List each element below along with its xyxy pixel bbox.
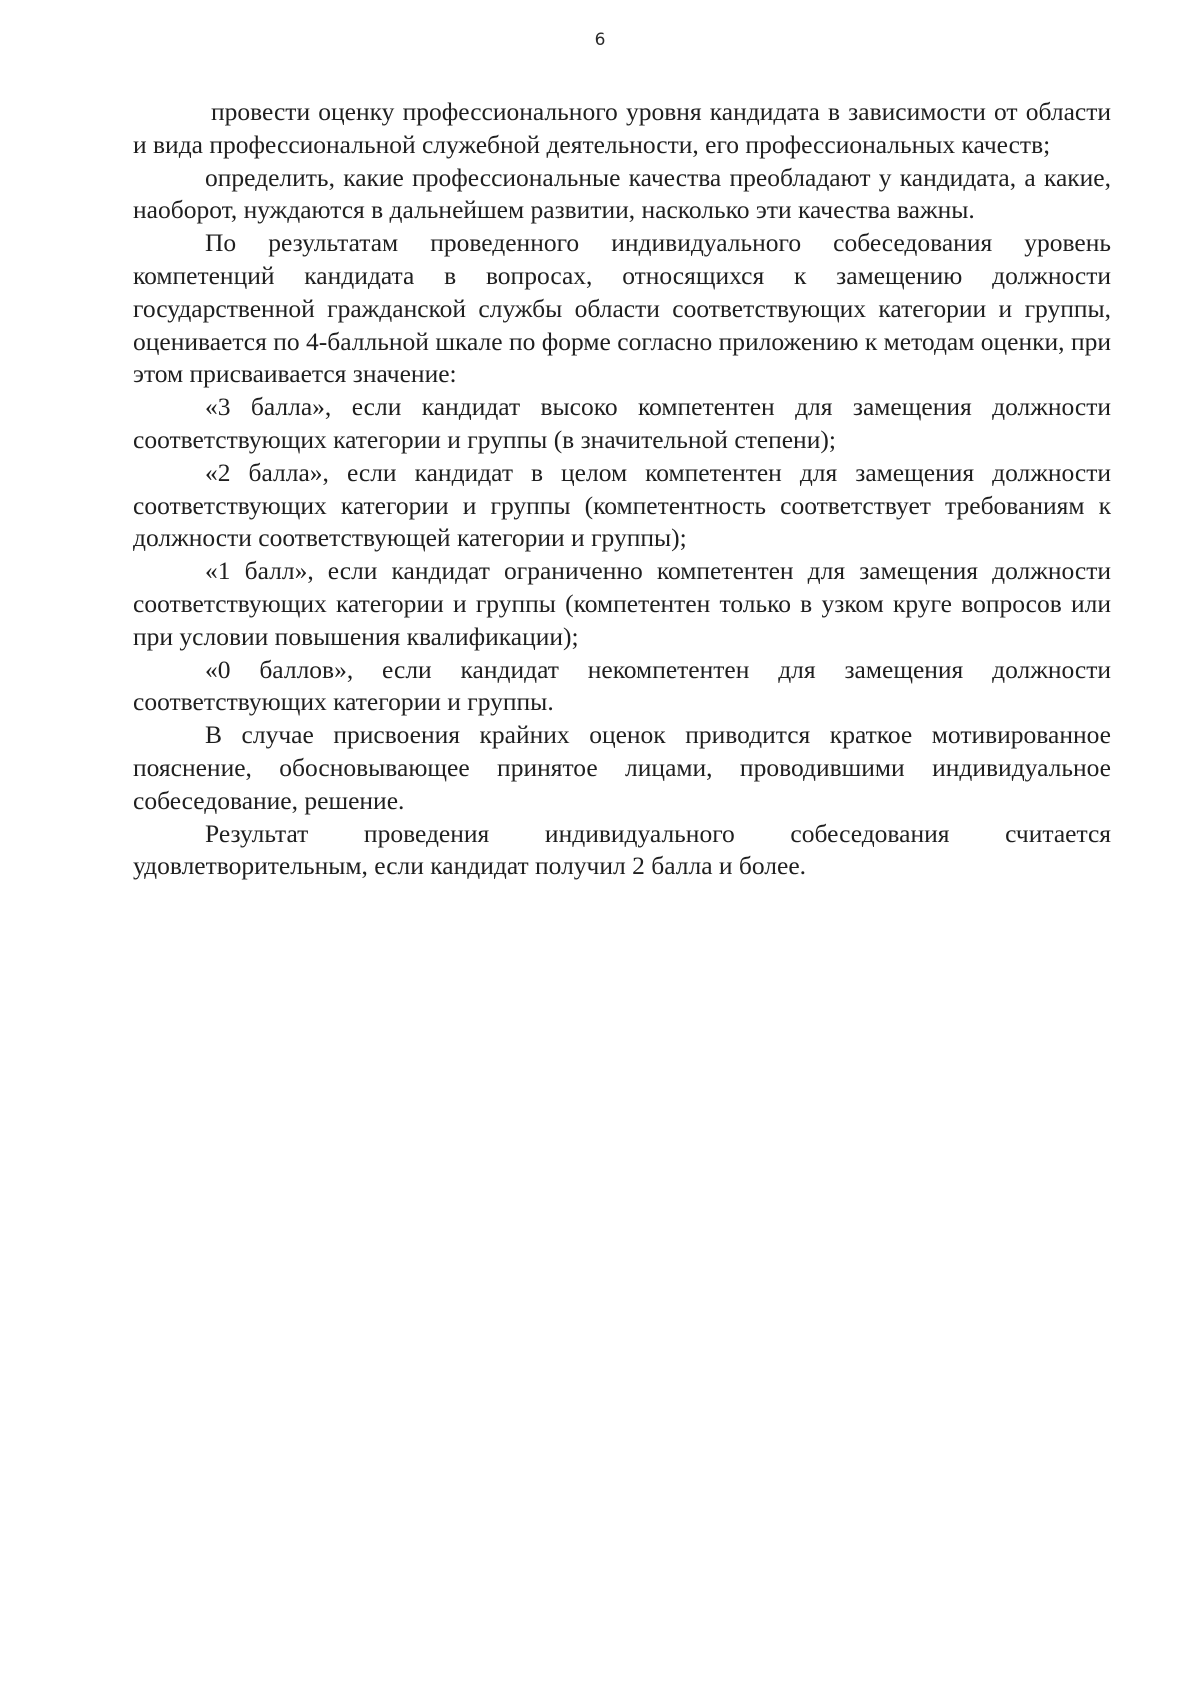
paragraph-score-0: «0 баллов», если кандидат некомпетентен для замещения должности соответствующих категории и группы. <box>133 654 1111 717</box>
paragraph-score-3: «3 балла», если кандидат высоко компетентен для замещения должности соответствующих категории и группы (в значительной степени); <box>133 392 1111 454</box>
paragraph-interview-results: По результатам проведенного индивидуального собеседования уровень компетенций кандидата в вопросах, относящихся к замещению должности государственной гражданской службы области соответствующих категории и группы, оценивается по 4-балльной шкале по форме согласно приложению к методам оценки, при этом присваивается значение: <box>133 228 1111 389</box>
paragraph-score-1: «1 балл», если кандидат ограниченно компетентен для замещения должности соответствующих категории и группы (компетентен только в узком круге вопросов или при условии повышения квалификации); <box>133 556 1111 651</box>
document-body <box>133 96 1111 883</box>
paragraph-determine-qualities: определить, какие профессиональные качества преобладают у кандидата, а какие, наоборот, нуждаются в дальнейшем развитии, насколько эти качества важны. <box>133 162 1111 225</box>
paragraph-extreme-scores: В случае присвоения крайних оценок приводится краткое мотивированное пояснение, обосновывающее принятое лицами, проводившими индивидуальное собеседование, решение. <box>133 720 1111 815</box>
page-number: 6 <box>594 30 606 50</box>
paragraph-assess-level: провести оценку профессионального уровня кандидата в зависимости от области и вида профессиональной служебной деятельности, его профессиональных качеств; <box>133 97 1111 159</box>
paragraph-satisfactory-result: Результат проведения индивидуального собеседования считается удовлетворительным, если кандидат получил 2 балла и более. <box>133 818 1111 881</box>
paragraph-score-2: «2 балла», если кандидат в целом компетентен для замещения должности соответствующих категории и группы (компетентность соответствует требованиям к должности соответствующей категории и группы); <box>133 457 1111 553</box>
